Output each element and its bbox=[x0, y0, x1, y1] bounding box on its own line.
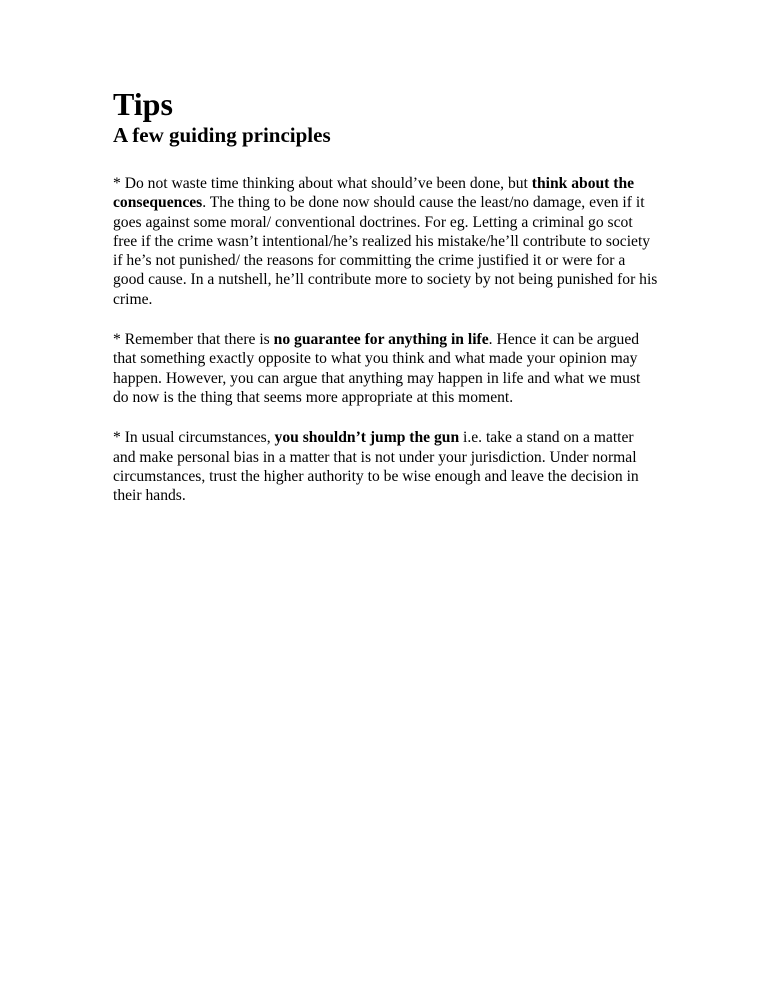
paragraph-text: . Hence it can be argued that something exactly opposite to what you think and what made your opinion may happen. However, you can argue that anything may happen in life and what we must do now is the thing that seems more appropriate at this moment. bbox=[113, 331, 641, 406]
paragraph-text: . The thing to be done now should cause the least/no damage, even if it goes against some moral/ conventional doctrines. For eg. Letting a criminal go scot free if the crime wasn’t intentional/he’s realized his mistake/he’ll contribute to society if he’s not punished/ the reasons for committing the crime justified it or were for a good cause. In a nutshell, he’ll contribute more to society by not being punished for his crime. bbox=[113, 194, 658, 308]
document-body bbox=[113, 174, 659, 505]
paragraph-emphasis: you shouldn’t jump the gun bbox=[274, 429, 460, 447]
paragraph-consequences bbox=[113, 174, 659, 309]
paragraph-no-guarantee bbox=[113, 330, 659, 407]
paragraph-text: i.e. take a stand on a matter and make personal bias in a matter that is not under your jurisdiction. Under normal circumstances, trust the higher authority to be wise enough and leave the decision in their hands. bbox=[113, 429, 639, 505]
paragraph-text: * Remember that there is bbox=[113, 331, 274, 349]
paragraph-jump-the-gun bbox=[113, 428, 659, 505]
paragraph-text: * In usual circumstances, bbox=[113, 429, 275, 447]
document-page bbox=[113, 86, 659, 526]
document-title: Tips bbox=[113, 86, 173, 122]
paragraph-emphasis: think about the consequences bbox=[113, 175, 635, 212]
paragraph-text: * Do not waste time thinking about what should’ve been done, but bbox=[113, 175, 532, 192]
document-subtitle: A few guiding principles bbox=[113, 123, 331, 147]
paragraph-emphasis: no guarantee for anything in life bbox=[273, 331, 489, 349]
